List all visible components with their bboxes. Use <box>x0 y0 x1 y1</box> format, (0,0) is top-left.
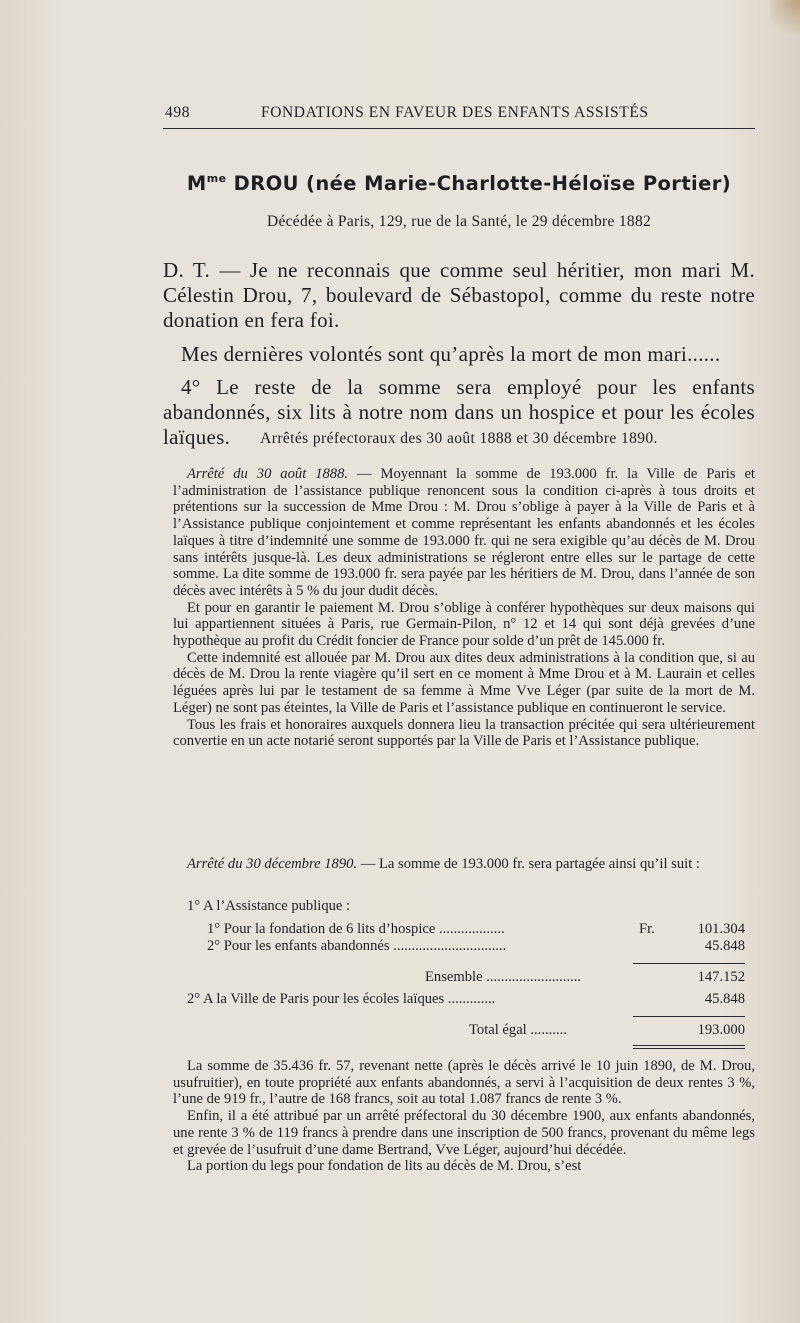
title-prefix: M <box>186 172 207 195</box>
entry-title <box>163 172 755 195</box>
arrete-1890-body: — La somme de 193.000 fr. sera partagée ainsi qu’il suit : <box>357 856 700 872</box>
arretes-reference: Arrêtés préfectoraux des 30 août 1888 et 30 décembre 1890. <box>260 430 658 447</box>
arrete-1890-paragraph <box>173 856 755 873</box>
arrete-1888-lead: Arrêté du 30 août 1888. <box>187 466 349 482</box>
arrete-1890-text <box>173 856 755 873</box>
ledger-item-1: 1° Pour la fondation de 6 lits d’hospice .................. Fr. 101.304 <box>207 921 745 937</box>
header-rule <box>163 128 755 129</box>
ledger-rule-2 <box>173 1008 755 1022</box>
title-name: DROU (née Marie-Charlotte-Héloïse Portier) <box>233 172 732 195</box>
testament-paragraph-2: Mes dernières volontés sont qu’après la mort de mon mari...... <box>181 342 721 366</box>
arrete-1888-body: — Moyennant la somme de 193.000 fr. la Ville de Paris et l’administration de l’assistance publique renoncent sous la condition ci-après à tous droits et prétentions sur la succession de Mme Drou : M. Drou s’oblige à payer à la Ville de Paris et à l’Assistance publique conjointement et comme représentant les enfants abandonnés et les écoles laïques à titre d’indemnité une somme de 193.000 fr. qui ne sera exigible qu’au décès de M. Drou sans intérêts jusque-là. Les deux administrations se régleront entre elles sur le partage de cette somme. La dite somme de 193.000 fr. sera payée par les héritiers de M. Drou, dans l’année de son décès avec intérêts à 5 % du jour dudit décès. <box>173 466 755 599</box>
closing-paragraph-2: Enfin, il a été attribué par un arrêté préfectoral du 30 décembre 1900, aux enfants abandonnés, une rente 3 % de 119 francs à prendre dans une inscription de 500 francs, provenant du même legs et grevée de l’usufruit d’une dame Bertrand, Vve Léger, aujourd’hui décédée. <box>173 1108 755 1158</box>
arrete-1890-lead: Arrêté du 30 décembre 1890. <box>187 856 358 872</box>
testament-paragraph-3: 4° Le reste de la somme sera employé pour les enfants abandonnés, six lits à notre nom dans un hospice et pour les écoles laïques. <box>163 375 755 449</box>
page-number: 498 <box>165 104 191 121</box>
arrete-1888-paragraph-1 <box>173 466 755 600</box>
ledger-rule-1 <box>173 955 755 969</box>
page-corner-stain <box>770 0 800 40</box>
ledger-ensemble: Ensemble .......................... 147.152 <box>425 969 745 985</box>
closing-paragraph-3: La portion du legs pour fondation de lits au décès de M. Drou, s’est <box>187 1158 582 1175</box>
closing-text <box>173 1058 755 1175</box>
closing-paragraph-1: La somme de 35.436 fr. 57, revenant nette (après le décès arrivé le 10 juin 1890, de M. Drou, usufruitier), en toute propriété aux enfants abandonnés, a servi à l’acquisition de deux rentes 3 %, l’une de 919 fr., l’autre de 168 francs, soit au total 1.087 francs de rente 3 %. <box>173 1058 755 1108</box>
allocation-ledger <box>173 898 755 1049</box>
title-prefix-sup: me <box>206 172 227 185</box>
ledger-item-2: 2° Pour les enfants abandonnés ............................... 45.848 <box>207 938 745 954</box>
ledger-total: Total égal .......... 193.000 <box>469 1022 745 1038</box>
running-header <box>163 104 755 124</box>
arrete-1888-paragraph-4: Tous les frais et honoraires auxquels donnera lieu la transaction précitée qui sera ultérieurement convertie en un acte notarié seront supportés par la Ville de Paris et l’Assistance publique. <box>173 716 755 750</box>
ledger-rule-3 <box>173 1039 755 1049</box>
arrete-1888-text <box>173 466 755 750</box>
ledger-section-1: 1° A l’Assistance publique : <box>187 898 351 914</box>
testament-text <box>163 258 755 450</box>
running-title: FONDATIONS EN FAVEUR DES ENFANTS ASSISTÉS <box>261 104 649 121</box>
arrete-1888-paragraph-3: Cette indemnité est allouée par M. Drou aux dites deux administrations à la condition que, si au décès de M. Drou la rente viagère qu’il sert en ce moment à Mme Drou et à M. Laurain et celles léguées après lui par le testament de sa femme à Mme Vve Léger (par suite de la mort de M. Léger) ne sont pas éteintes, la Ville de Paris et l’assistance publique en continueront le service. <box>173 649 755 716</box>
ledger-section-2: 2° A la Ville de Paris pour les écoles laïques ............. 45.848 <box>187 991 745 1007</box>
entry-subtitle: Décédée à Paris, 129, rue de la Santé, le 29 décembre 1882 <box>266 213 652 230</box>
arrete-1888-paragraph-2: Et pour en garantir le paiement M. Drou s’oblige à conférer hypothèques sur deux maisons qui lui appartiennent situées à Paris, rue Germain-Pilon, n° 12 et 14 qui sont déjà grevées d’une hypothèque au profit du Crédit foncier de France pour solde d’un prêt de 145.000 fr. <box>173 599 755 650</box>
testament-paragraph-1: D. T. — Je ne reconnais que comme seul héritier, mon mari M. Célestin Drou, 7, boulevard de Sébastopol, comme du reste notre donation en fera foi. <box>163 258 755 332</box>
